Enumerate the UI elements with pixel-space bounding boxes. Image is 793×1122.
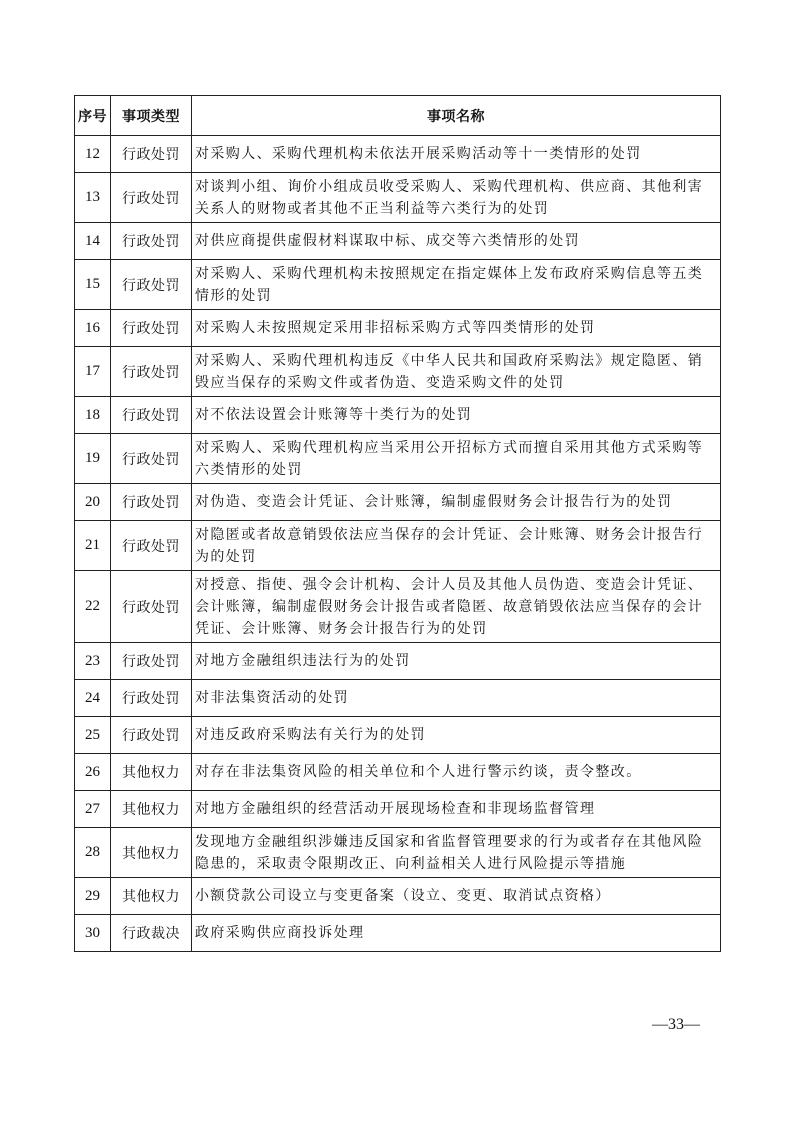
- row-name: 对谈判小组、询价小组成员收受采购人、采购代理机构、供应商、其他利害关系人的财物或者其他不正当利益等六类行为的处罚: [192, 173, 721, 223]
- row-type: 其他权力: [111, 828, 192, 878]
- table-row: [75, 521, 721, 571]
- row-no: 17: [75, 347, 111, 397]
- row-no: 18: [75, 397, 111, 434]
- row-name: 对不依法设置会计账簿等十类行为的处罚: [192, 397, 721, 434]
- row-no: 29: [75, 878, 111, 915]
- row-name: 对采购人、采购代理机构未依法开展采购活动等十一类情形的处罚: [192, 136, 721, 173]
- table-row: [75, 397, 721, 434]
- row-no: 22: [75, 571, 111, 643]
- row-name: 对采购人、采购代理机构违反《中华人民共和国政府采购法》规定隐匿、销毁应当保存的采购文件或者伪造、变造采购文件的处罚: [192, 347, 721, 397]
- row-name: 对授意、指使、强令会计机构、会计人员及其他人员伪造、变造会计凭证、会计账簿，编制虚假财务会计报告或者隐匿、故意销毁依法应当保存的会计凭证、会计账簿、财务会计报告行为的处罚: [192, 571, 721, 643]
- table-row: [75, 828, 721, 878]
- row-type: 行政处罚: [111, 173, 192, 223]
- row-type: 行政处罚: [111, 717, 192, 754]
- table-row: [75, 434, 721, 484]
- row-name: 发现地方金融组织涉嫌违反国家和省监督管理要求的行为或者存在其他风险隐患的，采取责令限期改正、向利益相关人进行风险提示等措施: [192, 828, 721, 878]
- row-no: 15: [75, 260, 111, 310]
- row-name: 对采购人、采购代理机构未按照规定在指定媒体上发布政府采购信息等五类情形的处罚: [192, 260, 721, 310]
- row-no: 23: [75, 643, 111, 680]
- row-type: 行政处罚: [111, 347, 192, 397]
- row-type: 其他权力: [111, 791, 192, 828]
- row-type: 行政处罚: [111, 571, 192, 643]
- row-name: 对隐匿或者故意销毁依法应当保存的会计凭证、会计账簿、财务会计报告行为的处罚: [192, 521, 721, 571]
- row-no: 28: [75, 828, 111, 878]
- header-name: 事项名称: [192, 96, 721, 136]
- row-no: 21: [75, 521, 111, 571]
- row-type: 行政处罚: [111, 397, 192, 434]
- table-row: [75, 223, 721, 260]
- table-row: [75, 310, 721, 347]
- row-type: 行政处罚: [111, 434, 192, 484]
- row-name: 政府采购供应商投诉处理: [192, 915, 721, 952]
- row-type: 行政处罚: [111, 223, 192, 260]
- row-name: 对供应商提供虚假材料谋取中标、成交等六类情形的处罚: [192, 223, 721, 260]
- table-row: [75, 571, 721, 643]
- row-name: 小额贷款公司设立与变更备案（设立、变更、取消试点资格）: [192, 878, 721, 915]
- row-type: 其他权力: [111, 754, 192, 791]
- row-name: 对地方金融组织违法行为的处罚: [192, 643, 721, 680]
- row-name: 对违反政府采购法有关行为的处罚: [192, 717, 721, 754]
- row-type: 行政处罚: [111, 136, 192, 173]
- items-table: [74, 95, 721, 952]
- row-no: 24: [75, 680, 111, 717]
- table-row: [75, 260, 721, 310]
- page-number: —33—: [652, 1016, 700, 1033]
- row-no: 19: [75, 434, 111, 484]
- row-no: 12: [75, 136, 111, 173]
- row-name: 对采购人未按照规定采用非招标采购方式等四类情形的处罚: [192, 310, 721, 347]
- row-name: 对地方金融组织的经营活动开展现场检查和非现场监督管理: [192, 791, 721, 828]
- row-type: 行政处罚: [111, 643, 192, 680]
- row-type: 行政处罚: [111, 484, 192, 521]
- header-no: 序号: [75, 96, 111, 136]
- row-no: 20: [75, 484, 111, 521]
- table-row: [75, 484, 721, 521]
- row-type: 行政处罚: [111, 310, 192, 347]
- table-row: [75, 717, 721, 754]
- row-name: 对存在非法集资风险的相关单位和个人进行警示约谈，责令整改。: [192, 754, 721, 791]
- table-row: [75, 643, 721, 680]
- row-name: 对采购人、采购代理机构应当采用公开招标方式而擅自采用其他方式采购等六类情形的处罚: [192, 434, 721, 484]
- row-type: 行政裁决: [111, 915, 192, 952]
- table-row: [75, 173, 721, 223]
- row-no: 26: [75, 754, 111, 791]
- table-row: [75, 347, 721, 397]
- table-row: [75, 136, 721, 173]
- row-no: 30: [75, 915, 111, 952]
- row-name: 对伪造、变造会计凭证、会计账簿，编制虚假财务会计报告行为的处罚: [192, 484, 721, 521]
- table-header-row: [75, 96, 721, 136]
- row-no: 27: [75, 791, 111, 828]
- row-no: 16: [75, 310, 111, 347]
- row-type: 行政处罚: [111, 260, 192, 310]
- table-row: [75, 878, 721, 915]
- row-name: 对非法集资活动的处罚: [192, 680, 721, 717]
- row-no: 13: [75, 173, 111, 223]
- table-row: [75, 791, 721, 828]
- row-type: 其他权力: [111, 878, 192, 915]
- table-row: [75, 915, 721, 952]
- row-type: 行政处罚: [111, 521, 192, 571]
- table-row: [75, 680, 721, 717]
- row-no: 25: [75, 717, 111, 754]
- table-row: [75, 754, 721, 791]
- header-type: 事项类型: [111, 96, 192, 136]
- row-no: 14: [75, 223, 111, 260]
- row-type: 行政处罚: [111, 680, 192, 717]
